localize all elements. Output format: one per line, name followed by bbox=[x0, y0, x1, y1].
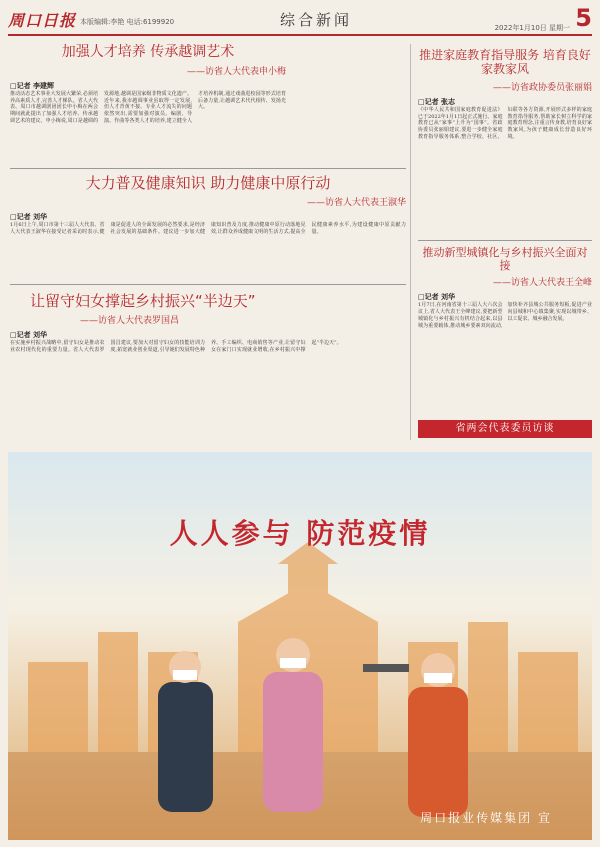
article-zhang-lijuan bbox=[418, 48, 592, 141]
article-shen-xiaomei bbox=[10, 44, 286, 125]
article-subheadline: ——访省人大代表罗国昌 bbox=[80, 316, 180, 326]
poster-publisher: 周口报业传媒集团 宣 bbox=[420, 811, 552, 825]
editor-meta: 本版编辑:李艳 电话:6199920 bbox=[80, 18, 175, 26]
section-title: 综合新闻 bbox=[280, 11, 353, 29]
column-divider bbox=[410, 44, 411, 440]
divider bbox=[10, 284, 406, 285]
article-headline: 大力普及健康知识 助力健康中原行动 bbox=[85, 174, 331, 192]
divider bbox=[418, 240, 592, 241]
article-headline: 推动新型城镇化与乡村振兴全面对接 bbox=[422, 246, 588, 273]
article-headline: 加强人才培养 传承越调艺术 bbox=[61, 44, 235, 60]
article-wang-shuhua bbox=[10, 174, 406, 236]
article-body: 1月6日上午,周口市第十三届人大代表、省人大代表王淑华在接受记者采访时表示,健康是促进人的全面发展的必然要求,是经济社会发展的基础条件。建议进一步加大健康知识普及力度,推动健康中原行动落地见效,让群众养成健康文明的生活方式,提高全民健康素养水平,为建设健康中原贡献力量。 bbox=[10, 222, 406, 235]
article-byline: □记者 李建辉 bbox=[10, 81, 55, 90]
article-body: 推动活态艺术事业大发展大繁荣,必须培养高素质人才,完善人才梯队。省人大代表、周口市越调剧团团长申小梅在两会期间就此提出了加强人才培养、传承越调艺术的建议。申小梅说,周口是越调的发源地,越调是国家级非物质文化遗产。近年来,我市越调事业虽取得一定发展,但人才青黄不接、专业人才流失的问题依然突出,需要加强对演员、编剧、导演、作曲等各类人才的培养,建立健全人才培养机制,通过戏曲进校园等形式培育后备力量,让越调艺术代代相传、发扬光大。 bbox=[10, 90, 286, 124]
article-body: 1月7日,在河南省第十三届人大六次会议上,省人大代表王全峰建议,要把新型城镇化与乡村振兴有机结合起来,以县城为重要载体,推动城乡要素双向流动,加快补齐县城公共服务短板,促进产业向县城和中心镇集聚,实现以城带乡、以工促农、城乡融合发展。 bbox=[418, 302, 592, 329]
page-number: 5 bbox=[575, 4, 592, 32]
article-body: 《中华人民共和国家庭教育促进法》已于2022年1月1日起正式施行。家庭教育已从“家事”上升为“国事”。省政协委员张丽娟建议,要进一步健全家庭教育指导服务体系,整合学校、社区、妇联等各方资源,开展形式多样的家庭教育指导服务,帮助家长树立科学的家庭教育理念,注重言传身教,培育良好家教家风,为孩子健康成长营造良好环境。 bbox=[418, 106, 592, 140]
article-subheadline: ——访省人大代表申小梅 bbox=[186, 66, 286, 77]
article-byline: □记者 刘华 bbox=[10, 331, 48, 339]
article-byline: □记者 张志 bbox=[418, 97, 456, 106]
issue-date: 2022年1月10日 星期一 bbox=[494, 24, 570, 32]
poster-illustration bbox=[8, 452, 592, 840]
article-luo-guochang bbox=[10, 292, 406, 354]
masthead bbox=[8, 6, 592, 36]
article-headline: 推进家庭教育指导服务 培育良好家教家风 bbox=[419, 48, 591, 77]
article-byline: □记者 刘华 bbox=[418, 293, 456, 302]
article-subheadline: ——访省人大代表王全峰 bbox=[492, 278, 592, 289]
poster-slogan: 人人参与 防范疫情 bbox=[169, 517, 431, 550]
article-byline: □记者 刘华 bbox=[10, 213, 48, 221]
article-subheadline: ——访省政协委员张丽娟 bbox=[492, 82, 592, 93]
article-headline: 让留守妇女撑起乡村振兴“半边天” bbox=[30, 292, 256, 310]
article-wang-quanfeng bbox=[418, 246, 592, 330]
divider bbox=[10, 168, 406, 169]
article-body: 在实施乡村振兴战略中,留守妇女是推动农业农村现代化的重要力量。省人大代表罗国昌建议,要加大对留守妇女的技能培训力度,拓宽就业创业渠道,引导她们发展特色种养、手工编织、电商销售等产业,让留守妇女在家门口实现就业增收,在乡村振兴中撑起“半边天”。 bbox=[10, 340, 342, 353]
column-banner: 省两会代表委员访谈 bbox=[418, 420, 592, 438]
epidemic-prevention-poster bbox=[8, 452, 592, 840]
newspaper-logo: 周口日报 bbox=[8, 11, 77, 30]
article-subheadline: ——访省人大代表王淑华 bbox=[306, 198, 406, 208]
